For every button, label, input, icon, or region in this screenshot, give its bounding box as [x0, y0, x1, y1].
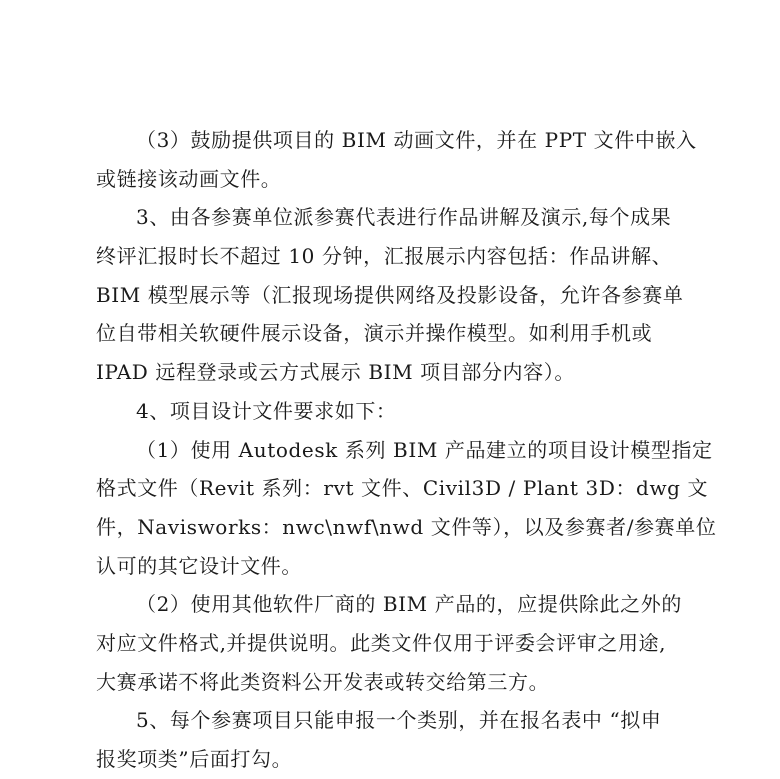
paragraph-3-3-line-1: （3）鼓励提供项目的 BIM 动画文件，并在 PPT 文件中嵌入 — [136, 128, 697, 152]
paragraph-4-2-line-2: 对应文件格式,并提供说明。此类文件仅用于评委会评审之用途, — [96, 630, 667, 655]
paragraph-4-2-line-1: （2）使用其他软件厂商的 BIM 产品的，应提供除此之外的 — [136, 592, 682, 617]
paragraph-4-1-line-3: 件，Navisworks：nwc\nwf\nwd 文件等），以及参赛者/参赛单位 — [96, 514, 717, 539]
item-3-line-3: BIM 模型展示等（汇报现场提供网络及投影设备，允许各参赛单 — [96, 282, 684, 307]
item-3-line-5: IPAD 远程登录或云方式展示 BIM 项目部分内容）。 — [96, 360, 575, 385]
item-3-line-2: 终评汇报时长不超过 10 分钟，汇报展示内容包括：作品讲解、 — [96, 244, 673, 269]
paragraph-4-1-line-4: 认可的其它设计文件。 — [96, 553, 302, 578]
item-5-line-1: 5、每个参赛项目只能申报一个类别，并在报名表中 “拟申 — [136, 708, 662, 733]
paragraph-4-2-line-3: 大赛承诺不将此类资料公开发表或转交给第三方。 — [96, 669, 550, 694]
item-3-line-1: 3、由各参赛单位派参赛代表进行作品讲解及演示,每个成果 — [136, 205, 672, 230]
paragraph-4-1-line-2: 格式文件（Revit 系列：rvt 文件、Civil3D / Plant 3D：dwg 文 — [96, 476, 709, 501]
document-body — [96, 121, 717, 779]
item-3-line-4: 位自带相关软硬件展示设备，演示并操作模型。如利用手机或 — [96, 321, 653, 346]
paragraph-3-3-line-2: 或链接该动画文件。 — [96, 166, 282, 191]
item-5-line-2: 报奖项类”后面打勾。 — [96, 747, 293, 771]
item-4-heading: 4、项目设计文件要求如下： — [136, 398, 397, 423]
paragraph-4-1-line-1: （1）使用 Autodesk 系列 BIM 产品建立的项目设计模型指定 — [136, 437, 713, 462]
